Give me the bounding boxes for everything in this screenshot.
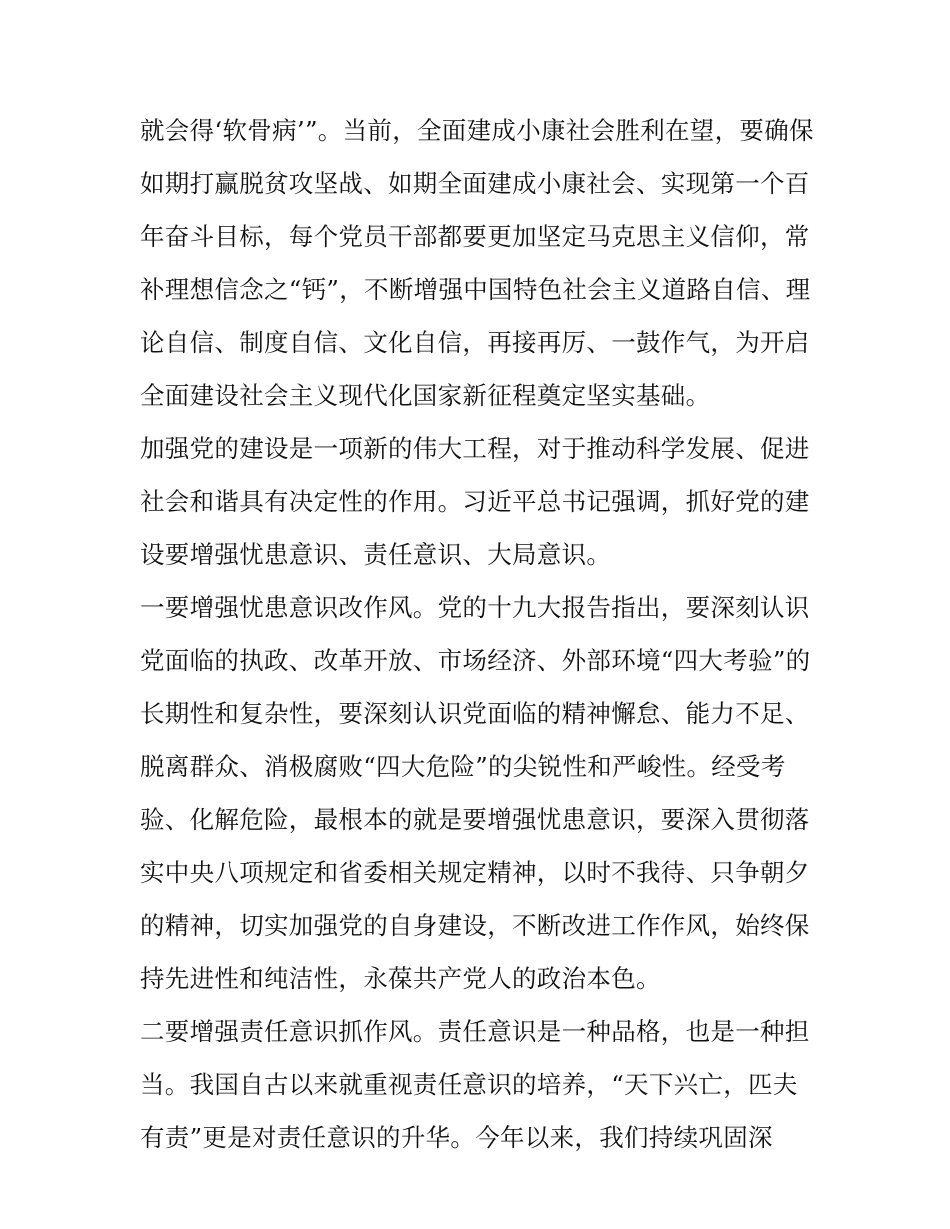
text-line: 加强党的建设是一项新的伟大工程，对于推动科学发展、促进	[140, 434, 810, 463]
text-line: 补理想信念之“钙”，不断增强中国特色社会主义道路自信、理	[140, 275, 811, 304]
text-line: 一要增强忧患意识改作风。党的十九大报告指出，要深刻认识	[140, 593, 810, 622]
text-line: 有责”更是对责任意识的升华。今年以来，我们持续巩固深	[140, 1123, 773, 1152]
text-line: 验、化解危险，最根本的就是要增强忧患意识，要深入贯彻落	[140, 805, 810, 834]
text-line: 二要增强责任意识抓作风。责任意识是一种品格，也是一种担	[140, 1017, 810, 1046]
document-body	[140, 104, 815, 1164]
text-line: 党面临的执政、改革开放、市场经济、外部环境“四大考验”的	[140, 646, 811, 675]
text-line: 设要增强忧患意识、责任意识、大局意识。	[140, 540, 612, 569]
text-line: 就会得‘软骨病’”。当前，全面建成小康社会胜利在望，要确保	[140, 116, 814, 145]
text-line: 论自信、制度自信、文化自信，再接再厉、一鼓作气，为开启	[140, 328, 810, 357]
text-line: 实中央八项规定和省委相关规定精神，以时不我待、只争朝夕	[140, 858, 810, 887]
text-line: 社会和谐具有决定性的作用。习近平总书记强调，抓好党的建	[140, 487, 810, 516]
text-line: 脱离群众、消极腐败“四大危险”的尖锐性和严峻性。经受考	[140, 752, 786, 781]
text-line: 全面建设社会主义现代化国家新征程奠定坚实基础。	[140, 381, 711, 410]
text-line: 的精神，切实加强党的自身建设，不断改进工作作风，始终保	[140, 911, 810, 940]
text-line: 持先进性和纯洁性，永葆共产党人的政治本色。	[140, 964, 661, 993]
text-line: 长期性和复杂性，要深刻认识党面临的精神懈怠、能力不足、	[140, 699, 810, 728]
text-line: 如期打赢脱贫攻坚战、如期全面建成小康社会、实现第一个百	[140, 169, 810, 198]
text-line: 当。我国自古以来就重视责任意识的培养，“天下兴亡，匹夫	[140, 1070, 798, 1099]
text-line: 年奋斗目标，每个党员干部都要更加坚定马克思主义信仰，常	[140, 222, 810, 251]
